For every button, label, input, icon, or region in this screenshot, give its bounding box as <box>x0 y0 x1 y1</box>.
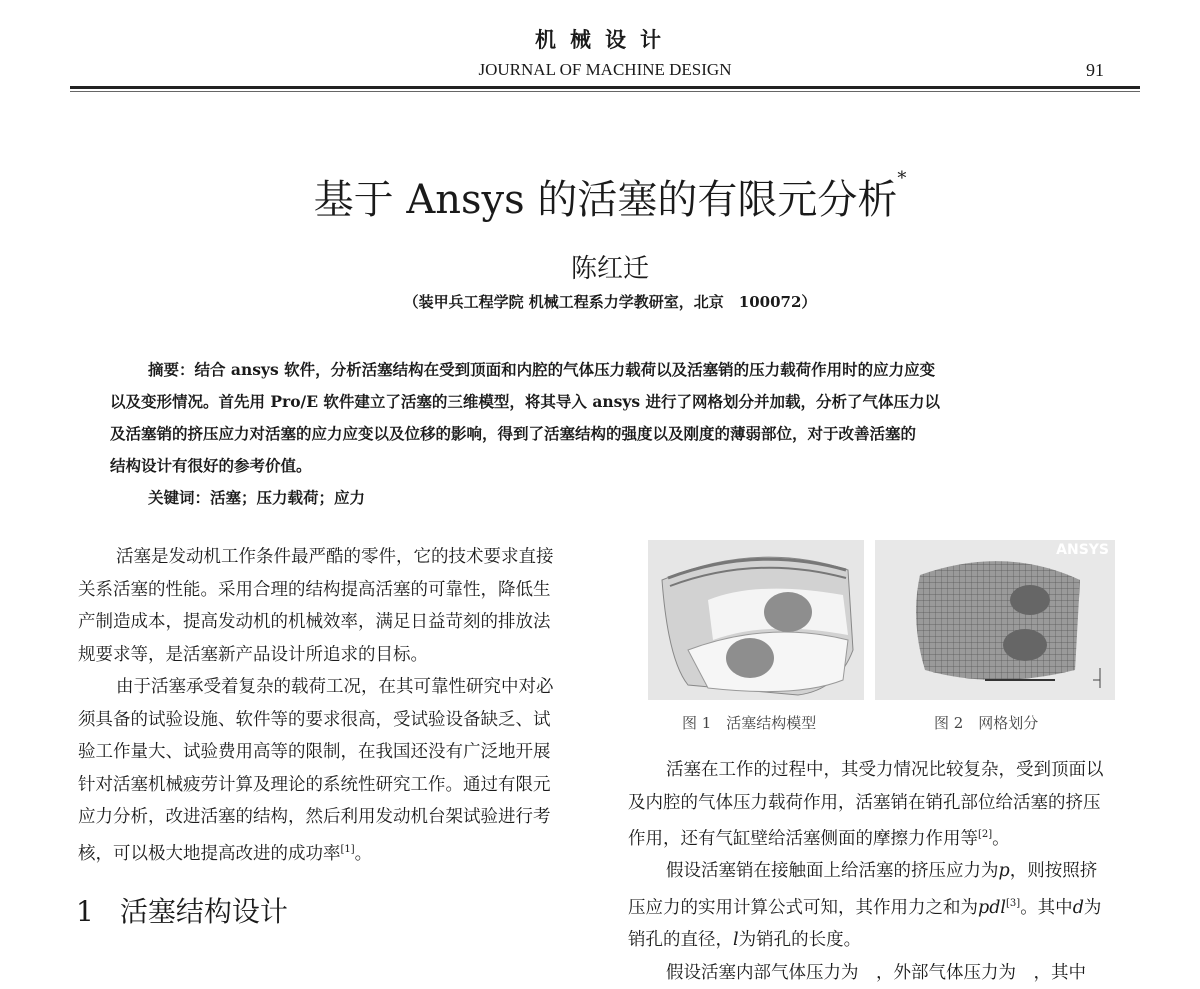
author: 陈红迁 <box>570 254 649 284</box>
section-number: 1 <box>76 895 94 928</box>
variable-d: d <box>1072 897 1084 918</box>
figure-1-caption: 图 1 活塞结构模型 <box>682 714 817 732</box>
body-line: 关系活塞的性能。采用合理的结构提高活塞的可靠性，降低生 <box>78 579 551 600</box>
section-heading <box>76 890 314 930</box>
body-line: 应力分析，改进活塞的结构，然后利用发动机台架试验进行考 <box>78 807 551 827</box>
variable-l: l <box>733 930 739 951</box>
body-line: 规要求等，是活塞新产品设计所追求的目标。 <box>78 644 428 665</box>
title-footnote-mark: * <box>897 168 907 189</box>
abstract-line: 以及变形情况。首先用 Pro/E 软件建立了活塞的三维模型，将其导入 ansys 进行了网格划分并加载，分析了气体压力以 <box>110 392 940 411</box>
body-line: 产制造成本，提高发动机的机械效率，满足日益苛刻的排放法 <box>78 612 551 632</box>
paper-title <box>0 168 1200 225</box>
keywords: 关键词：活塞；压力载荷；应力 <box>148 488 366 507</box>
figure-2-caption: 图 2 网格划分 <box>934 714 1039 732</box>
body-line <box>628 888 1138 924</box>
abstract-line: 摘要：结合 ansys 软件，分析活塞结构在受到顶面和内腔的气体压力载荷以及活塞销的压力载荷作用时的应力应变 <box>148 360 936 379</box>
body-text: 压应力的实用计算公式可知，其作用力之和为 <box>628 897 978 918</box>
header-rule-thin <box>70 91 1140 92</box>
body-text: ，则按照挤 <box>1009 861 1098 882</box>
section-title: 活塞结构设计 <box>119 895 288 928</box>
right-column <box>628 754 1138 989</box>
citation-2[interactable]: [2] <box>978 829 993 840</box>
citation-1[interactable]: [1] <box>340 843 355 855</box>
body-text: 假设活塞销在接触面上给活塞的挤压应力为 <box>666 861 999 882</box>
body-line <box>628 819 1138 855</box>
abstract-line: 及活塞销的挤压应力对活塞的应力应变以及位移的影响，得到了活塞结构的强度以及刚度的薄弱部位，对于改善活塞的 <box>110 424 917 443</box>
body-line <box>78 834 583 870</box>
body-line: 针对活塞机械疲劳计算及理论的系统性研究工作。通过有限元 <box>78 774 551 795</box>
title-text: 基于 Ansys 的活塞的有限元分析 <box>313 177 898 223</box>
ansys-logo: ANSYS <box>1056 542 1109 558</box>
affiliation: （装甲兵工程学院 机械工程系力学教研室，北京 100072） <box>403 293 817 311</box>
body-text: 。 <box>992 828 1010 849</box>
body-line: 活塞是发动机工作条件最严酷的零件，它的技术要求直接 <box>116 547 554 567</box>
citation-3[interactable]: [3] <box>1006 897 1021 909</box>
page-number: 91 <box>1086 60 1104 80</box>
abstract <box>110 354 1115 514</box>
body-text: 作用，还有气缸壁给活塞侧面的摩擦力作用等 <box>628 828 978 849</box>
abstract-line: 结构设计有很好的参考价值。 <box>110 456 312 475</box>
body-text: 销孔的直径， <box>628 930 733 951</box>
body-text: 。 <box>354 843 373 864</box>
body-text: 核，可以极大地提高改进的成功率 <box>78 843 341 864</box>
body-line: 由于活塞承受着复杂的载荷工况，在其可靠性研究中对必 <box>116 677 554 697</box>
body-line <box>628 855 1138 888</box>
header-rule <box>70 86 1140 89</box>
body-line: 及内腔的气体压力载荷作用，活塞销在销孔部位给活塞的挤压 <box>628 792 1101 813</box>
body-line-partial: 假设活塞内部气体压力为 ，外部气体压力为 ，其中 <box>666 962 1086 983</box>
journal-title-cn: 机械设计 <box>535 27 675 52</box>
journal-title-en: JOURNAL OF MACHINE DESIGN <box>478 60 732 79</box>
variable-p: p <box>998 861 1010 882</box>
body-line: 活塞在工作的过程中，其受力情况比较复杂，受到顶面以 <box>666 760 1104 780</box>
body-line: 须具备的试验设施、软件等的要求很高，受试验设备缺乏、试 <box>78 709 551 730</box>
body-line: 验工作量大、试验费用高等的限制，在我国还没有广泛地开展 <box>78 742 551 762</box>
figure-1-piston-model <box>648 540 864 700</box>
body-text: 为销孔的长度。 <box>738 930 862 951</box>
body-text: 为 <box>1083 897 1102 918</box>
left-column <box>78 541 583 870</box>
figure-2-mesh <box>875 540 1115 700</box>
body-text: 。其中 <box>1020 897 1073 918</box>
formula-pdl: pdl <box>978 897 1007 918</box>
